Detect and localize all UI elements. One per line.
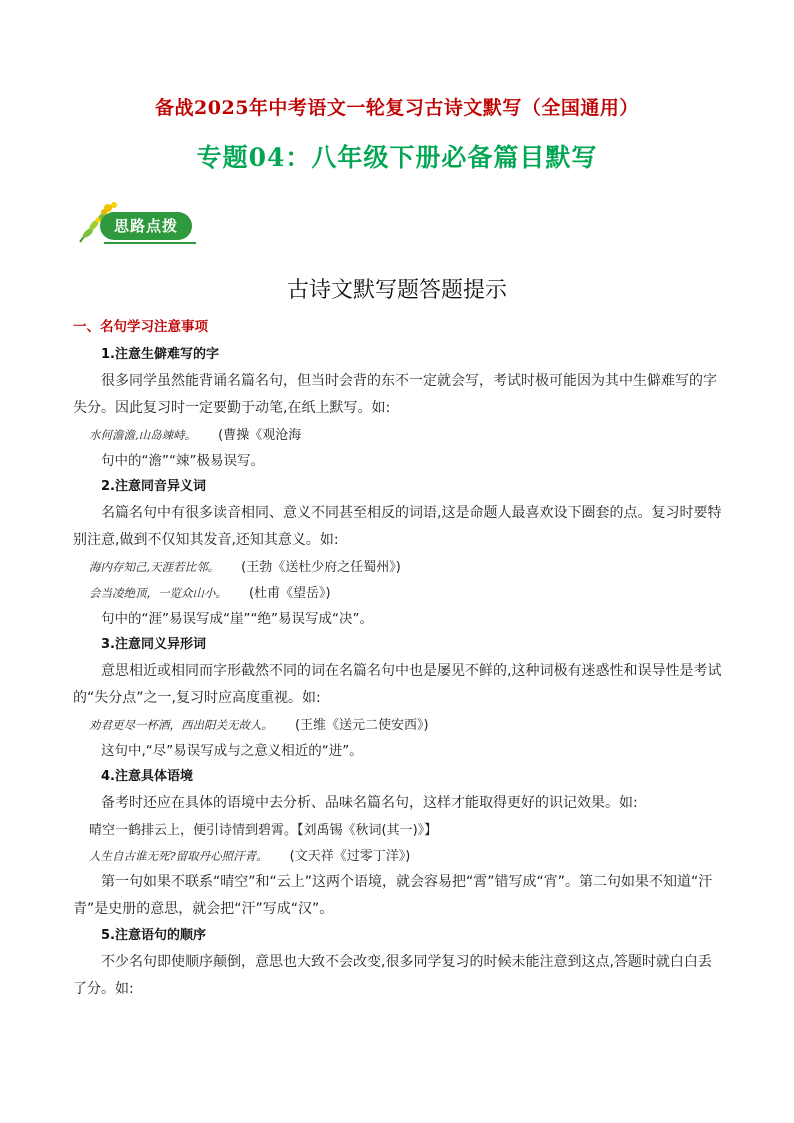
example-line xyxy=(73,554,723,580)
section-badge xyxy=(74,198,200,246)
item-paragraph: 不少名句即使顺序颠倒，意思也大致不会改变,很多同学复习的时候未能注意到这点,答题时就白白丢了分。如: xyxy=(73,954,712,997)
item-note: 第一句如果不联系“晴空”和“云上”这两个语境，就会容易把“霄”错写成“宵”。第二句如果不知道“汗青”是史册的意思，就会把“汗”写成“汉”。 xyxy=(73,874,713,917)
example-quote: 会当凌绝顶，一览众山小。 xyxy=(89,586,227,600)
example-line xyxy=(73,712,723,738)
section-title: 一、名句学习注意事项 xyxy=(73,319,208,335)
example-source: (王维《送元二使安西》) xyxy=(294,718,429,733)
item-title: 2.注意同音异义词 xyxy=(101,479,206,494)
example-quote: 水何澹澹,山岛竦峙。 xyxy=(89,428,197,442)
item-note: 句中的“涯”易误写成“崖”“绝”易误写成“决”。 xyxy=(101,611,373,627)
item-paragraph: 很多同学虽然能背诵名篇名句，但当时会背的东不一定就会写，考试时极可能因为其中生僻难写的字失分。因此复习时一定要勤于动笔,在纸上默写。如: xyxy=(73,373,717,416)
item-paragraph: 备考时还应在具体的语境中去分析、品味名篇名句，这样才能取得更好的识记效果。如: xyxy=(101,795,638,811)
example-quote: 晴空一鹤排云上，便引诗情到碧霄。 xyxy=(89,823,298,838)
example-source: (文天祥《过零丁洋》) xyxy=(289,849,411,864)
example-line xyxy=(73,580,723,606)
item-title: 4.注意具体语境 xyxy=(101,769,193,784)
document-title: 备战2025年中考语文一轮复习古诗文默写（全国通用） xyxy=(155,97,639,119)
example-source: (杜甫《望岳》) xyxy=(248,586,331,601)
item-paragraph: 意思相近或相同而字形截然不同的词在名篇名句中也是屡见不鲜的,这种词极有迷惑性和误导性是考试的“失分点”之一,复习时应高度重视。如: xyxy=(73,663,722,706)
section-heading: 古诗文默写题答题提示 xyxy=(286,278,507,303)
example-line xyxy=(73,843,723,869)
example-quote: 劝君更尽一杯酒，西出阳关无故人。 xyxy=(89,718,273,732)
example-source: (曹操《观沧海 xyxy=(218,428,302,443)
item-title: 5.注意语句的顺序 xyxy=(101,928,206,943)
content-body xyxy=(73,316,723,1003)
item-note: 句中的“澹”“竦”极易误写。 xyxy=(101,453,264,469)
example-source: 【刘禹锡《秋词(其一)》】 xyxy=(297,823,438,838)
badge-underline xyxy=(104,242,196,244)
item-title: 3.注意同义异形词 xyxy=(101,637,206,652)
item-note: 这句中,“尽”易误写成与之意义相近的“进”。 xyxy=(101,743,363,759)
example-quote: 人生自古谁无死?留取丹心照汗青。 xyxy=(89,849,268,863)
item-paragraph: 名篇名句中有很多读音相同、意义不同甚至相反的词语,这是命题人最喜欢设下圈套的点。复习时要特别注意,做到不仅知其发音,还知其意义。如: xyxy=(73,505,722,548)
example-source: (王勃《送杜少府之任蜀州》) xyxy=(241,560,401,575)
badge-label: 思路点拨 xyxy=(100,212,192,240)
document-subtitle: 专题04：八年级下册必备篇目默写 xyxy=(196,143,598,172)
example-line xyxy=(73,817,723,843)
item-title: 1.注意生僻难写的字 xyxy=(101,347,219,362)
example-quote: 海内存知己,天涯若比邻。 xyxy=(89,560,220,574)
example-line xyxy=(73,422,723,448)
